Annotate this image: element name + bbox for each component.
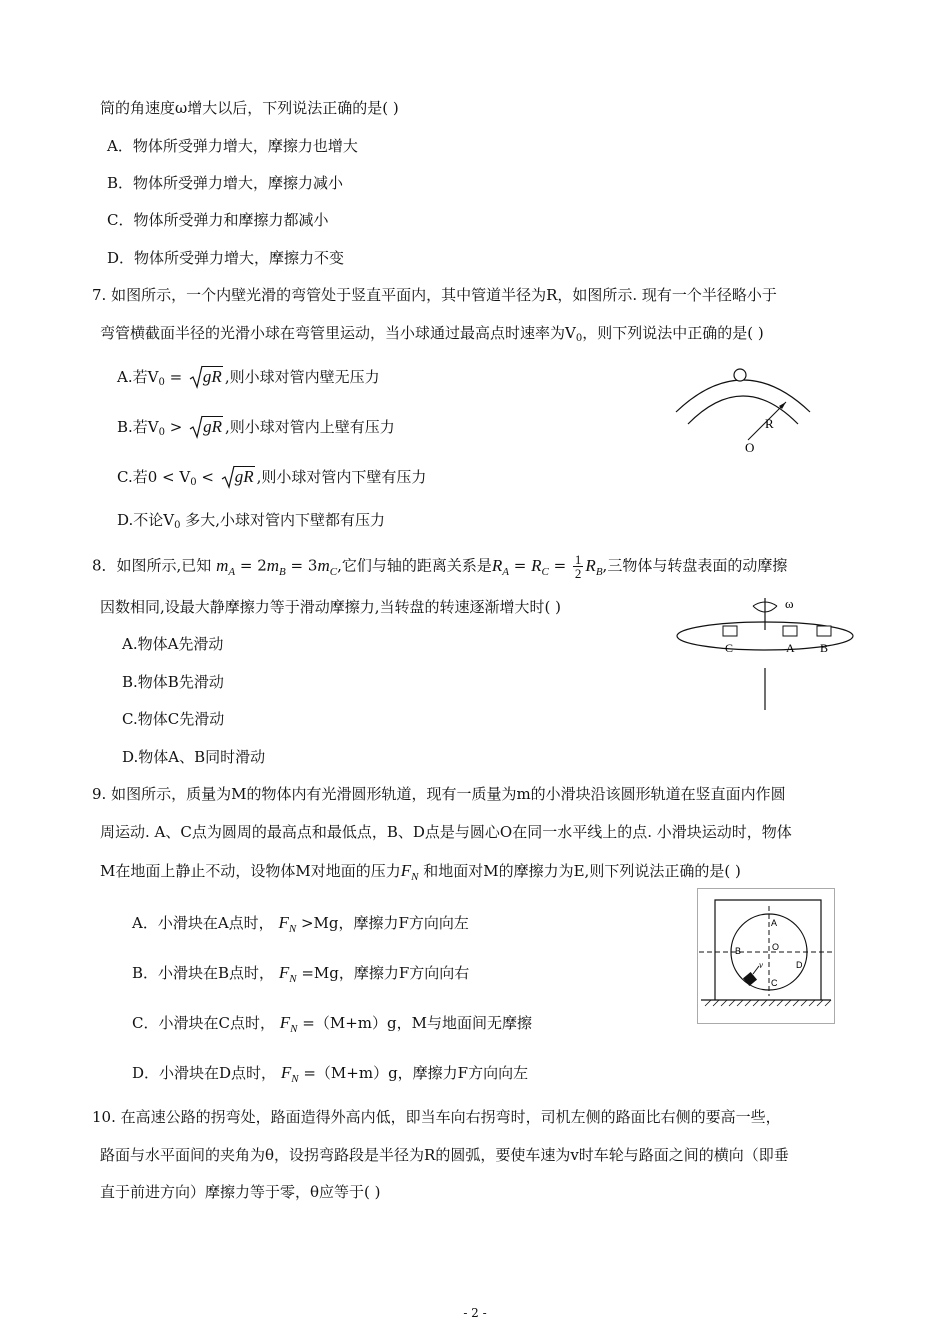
- circular-track-figure: [697, 888, 835, 1024]
- q9-option-a: A．小滑块在A点时， $F_N >Mg$，摩擦力F方向向左: [132, 913, 469, 935]
- svg-text:C: C: [771, 978, 778, 988]
- svg-text:B: B: [820, 641, 829, 655]
- q6-option-c: C．物体所受弹力和摩擦力都减小: [107, 211, 329, 229]
- q9-option-d: D．小滑块在D点时， $F_N =(M+m)g$，摩擦力F方向向左: [132, 1063, 529, 1085]
- svg-text:B: B: [735, 946, 742, 956]
- block-b: [817, 626, 831, 636]
- q7-stem-line2: 弯管横截面半径的光滑小球在弯管里运动，当小球通过最高点时速率为$V_0$，则下列说法中正确的是( ): [100, 324, 764, 344]
- sqrt-gR: gR: [189, 367, 223, 387]
- svg-text:A: A: [786, 641, 795, 655]
- page-number: - 2 -: [463, 1306, 487, 1320]
- curved-tube-figure: [668, 360, 818, 455]
- q7-option-d: D.不论$V_0$ 多大,小球对管内下壁都有压力: [117, 511, 386, 531]
- q10-stem-line2: 路面与水平面间的夹角为θ，设拐弯路段是半径为R的圆弧，要使车速为v时车轮与路面之间的横向（即垂: [100, 1146, 789, 1164]
- q8-stem-line1: 8．如图所示,已知 $m_A = 2m_B = 3m_C$,它们与轴的距离关系是$R_A = R_C$ = $\frac{1}{2}$ $R_B$,三物体与转盘表面的动摩擦: [92, 552, 788, 581]
- q8-option-c: C.物体C先滑动: [122, 710, 225, 728]
- svg-text:D: D: [796, 960, 803, 970]
- q8-option-a: A.物体A先滑动: [122, 635, 224, 653]
- q9-stem-line3: M在地面上静止不动，设物体M对地面的压力$F_N$ 和地面对M的摩擦力为E,则下列说法正确的是( ): [100, 861, 741, 883]
- q6-option-d: D．物体所受弹力增大，摩擦力不变: [107, 249, 345, 267]
- q6-option-a: A．物体所受弹力增大，摩擦力也增大: [107, 137, 358, 155]
- omega-label: ω: [785, 596, 794, 611]
- q10-stem-line3: 直于前进方向）摩擦力等于零，θ应等于( ): [100, 1183, 381, 1201]
- center-label: O: [745, 440, 755, 455]
- block-a: [783, 626, 797, 636]
- turntable-figure: [673, 596, 863, 712]
- sqrt-gR: gR: [189, 417, 223, 437]
- q7-option-c: C.若$0 < V_0$ < gR ,则小球对管内下壁有压力: [117, 467, 427, 488]
- svg-text:O: O: [772, 942, 780, 952]
- sqrt-gR: gR: [221, 467, 255, 487]
- q6-option-b: B．物体所受弹力增大，摩擦力减小: [107, 174, 344, 192]
- svg-text:C: C: [725, 641, 734, 655]
- block-c: [723, 626, 737, 636]
- q7-option-a: A.若$V_0$ = gR ,则小球对管内壁无压力: [117, 367, 380, 388]
- radius-label: R: [765, 416, 774, 431]
- q6-stem: 筒的角速度ω增大以后，下列说法正确的是( ): [100, 99, 399, 117]
- q8-option-d: D.物体A、B同时滑动: [122, 748, 266, 766]
- q7-stem-line1: 7. 如图所示，一个内壁光滑的弯管处于竖直平面内，其中管道半径为R，如图所示. 现有一个半径略小于: [92, 286, 777, 304]
- slider-block: [743, 972, 757, 986]
- q9-option-b: B．小滑块在B点时， $F_N =Mg$，摩擦力F方向向右: [132, 963, 470, 985]
- q9-option-c: C．小滑块在C点时， $F_N =(M+m)g$，M与地面间无摩擦: [132, 1013, 532, 1035]
- svg-text:A: A: [771, 918, 778, 928]
- q8-stem-line2: 因数相同,设最大静摩擦力等于滑动摩擦力,当转盘的转速逐渐增大时( ): [100, 598, 562, 616]
- q7-option-b: B.若$V_0$ > gR ,则小球对管内上壁有压力: [117, 417, 395, 438]
- q9-stem-line2: 周运动. A、C点为圆周的最高点和最低点，B、D点是与圆心O在同一水平线上的点. 小滑块运动时，物体: [100, 823, 792, 841]
- q10-stem-line1: 10. 在高速公路的拐弯处，路面造得外高内低，即当车向右拐弯时，司机左侧的路面比右侧的要高一些，: [92, 1108, 781, 1126]
- q8-option-b: B.物体B先滑动: [122, 673, 224, 691]
- ball-icon: [734, 369, 746, 381]
- q9-stem-line1: 9. 如图所示，质量为M的物体内有光滑圆形轨道，现有一质量为m的小滑块沿该圆形轨道在竖直面内作圆: [92, 785, 786, 803]
- svg-text:v: v: [759, 960, 763, 970]
- fraction-half: $\frac{1}{2}$: [574, 552, 582, 581]
